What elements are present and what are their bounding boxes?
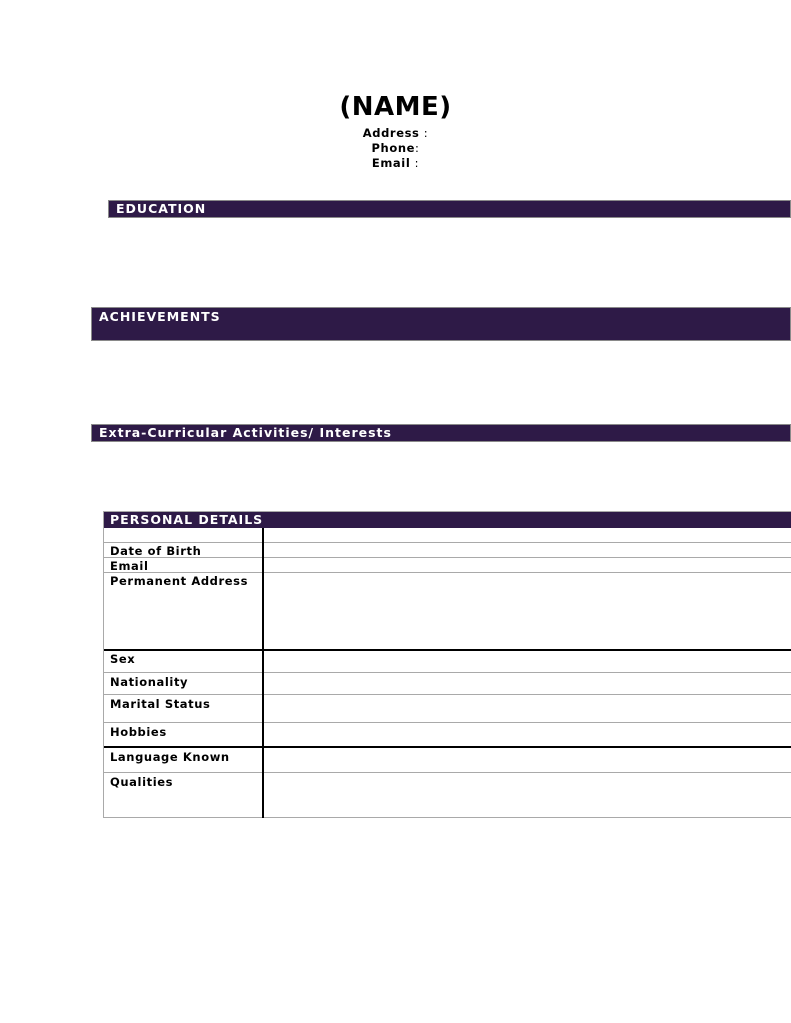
row-divider	[104, 572, 791, 573]
table-row-empty	[104, 529, 791, 543]
address-separator: :	[419, 126, 429, 140]
phone-label: Phone	[371, 141, 416, 155]
personal-details-table	[103, 511, 791, 818]
language-known-label: Language Known	[110, 750, 230, 764]
table-row-hobbies	[104, 724, 791, 747]
row-divider	[104, 542, 791, 543]
resume-name: (NAME)	[339, 92, 452, 122]
email-row-label: Email	[110, 559, 149, 573]
table-row-dob	[104, 543, 791, 558]
row-divider	[104, 746, 791, 748]
row-divider	[104, 649, 791, 651]
phone-line	[0, 141, 791, 155]
sex-label: Sex	[110, 652, 136, 666]
column-divider	[262, 528, 264, 818]
address-line	[0, 126, 791, 140]
email-line	[0, 156, 791, 170]
education-heading: EDUCATION	[108, 200, 791, 218]
address-label: Address	[362, 126, 420, 140]
permanent-address-label: Permanent Address	[110, 574, 249, 588]
dob-label: Date of Birth	[110, 544, 202, 558]
row-divider	[104, 772, 791, 773]
row-divider	[104, 672, 791, 673]
table-row-language-known	[104, 749, 791, 773]
qualities-label: Qualities	[110, 775, 174, 789]
marital-status-label: Marital Status	[110, 697, 211, 711]
extracurricular-heading: Extra-Curricular Activities/ Interests	[91, 424, 791, 442]
nationality-label: Nationality	[110, 675, 189, 689]
personal-details-heading: PERSONAL DETAILS	[104, 512, 791, 528]
row-divider	[104, 557, 791, 558]
hobbies-label: Hobbies	[110, 725, 167, 739]
table-row-sex	[104, 651, 791, 673]
row-divider	[104, 722, 791, 723]
email-label: Email	[371, 156, 411, 170]
email-separator: :	[410, 156, 420, 170]
table-row-email	[104, 558, 791, 573]
row-divider	[104, 694, 791, 695]
phone-separator: :	[415, 141, 420, 155]
table-row-nationality	[104, 674, 791, 695]
achievements-heading: ACHIEVEMENTS	[91, 307, 791, 341]
table-row-marital-status	[104, 696, 791, 723]
table-row-qualities	[104, 774, 791, 818]
table-row-permanent-address	[104, 573, 791, 650]
